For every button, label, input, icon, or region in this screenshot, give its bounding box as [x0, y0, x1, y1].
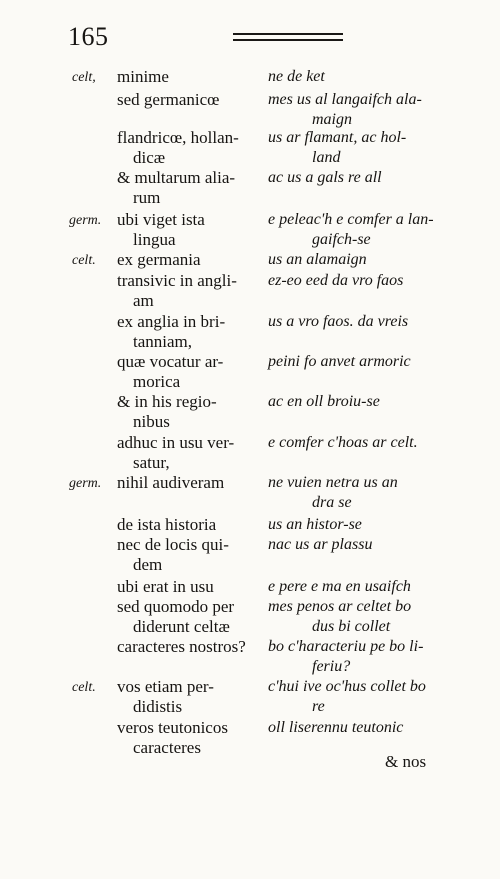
latin-text: veros teutonicos [117, 718, 228, 737]
latin-text: sed quomodo per [117, 597, 235, 616]
latin-text: adhuc in usu ver- [117, 433, 235, 452]
breton-text: ez-eo eed da vro faos [268, 272, 404, 289]
breton-text: us an histor-se [268, 516, 362, 533]
speaker-label: celt. [72, 680, 96, 695]
latin-text: dicæ [133, 148, 166, 167]
breton-text: us an alamaign [268, 251, 367, 268]
latin-text: nihil audiveram [117, 473, 225, 492]
latin-text: minime [117, 67, 169, 86]
breton-text: ne de ket [268, 68, 325, 85]
speaker-label: celt, [72, 70, 96, 85]
breton-text: ac us a gals re all [268, 169, 382, 186]
speaker-label: germ. [69, 476, 102, 491]
latin-text: satur, [133, 453, 170, 472]
latin-text: ubi erat in usu [117, 577, 214, 596]
breton-text: land [312, 149, 341, 166]
breton-text: feriu? [312, 658, 351, 675]
latin-text: & in his regio- [117, 392, 217, 411]
breton-text: peini fo anvet armoric [268, 353, 411, 370]
breton-text: maign [312, 111, 352, 128]
latin-text: am [133, 291, 154, 310]
latin-text: tanniam, [133, 332, 193, 351]
header-rule [233, 33, 343, 35]
latin-text: flandricœ, hollan- [117, 128, 239, 147]
breton-text: mes penos ar celtet bo [268, 598, 412, 615]
latin-text: quæ vocatur ar- [117, 352, 224, 371]
breton-text: ne vuien netra us an [268, 474, 398, 491]
breton-text: ac en oll broiu-se [268, 393, 380, 410]
latin-text: ex anglia in bri- [117, 312, 226, 331]
breton-text: us ar flamant, ac hol- [268, 129, 407, 146]
latin-text: de ista historia [117, 515, 217, 534]
speaker-label: germ. [69, 213, 102, 228]
latin-text: vos etiam per- [117, 677, 214, 696]
latin-text: nec de locis qui- [117, 535, 229, 554]
speaker-label: celt. [72, 253, 96, 268]
breton-text: e peleac'h e comfer a lan- [268, 211, 434, 228]
latin-text: nibus [133, 412, 170, 431]
latin-text: dem [133, 555, 163, 574]
latin-text: ex germania [117, 250, 201, 269]
breton-text: re [312, 698, 325, 715]
breton-text: e pere e ma en usaifch [268, 578, 411, 595]
latin-text: sed germanicœ [117, 90, 220, 109]
latin-text: transivic in angli- [117, 271, 237, 290]
breton-text: bo c'haracteriu pe bo li- [268, 638, 424, 655]
latin-text: & multarum alia- [117, 168, 236, 187]
breton-text: oll liserennu teutonic [268, 719, 404, 736]
breton-text: gaifch-se [312, 231, 371, 248]
breton-text: c'hui ive oc'hus collet bo [268, 678, 426, 695]
breton-text: mes us al langaifch ala- [268, 91, 422, 108]
header-rule [233, 39, 343, 41]
breton-text: dus bi collet [312, 618, 391, 635]
latin-text: rum [133, 188, 161, 207]
latin-text: caracteres nostros? [117, 637, 246, 656]
breton-text: us a vro faos. da vreis [268, 313, 409, 330]
latin-text: morica [133, 372, 181, 391]
breton-text: nac us ar plassu [268, 536, 373, 553]
latin-text: caracteres [133, 738, 201, 757]
latin-text: lingua [133, 230, 176, 249]
latin-text: didistis [133, 697, 183, 716]
catchword: & nos [385, 752, 427, 771]
breton-text: e comfer c'hoas ar celt. [268, 434, 418, 451]
latin-text: diderunt celtæ [133, 617, 230, 636]
latin-text: ubi viget ista [117, 210, 205, 229]
breton-text: dra se [312, 494, 352, 511]
page-number: 165 [68, 22, 109, 51]
